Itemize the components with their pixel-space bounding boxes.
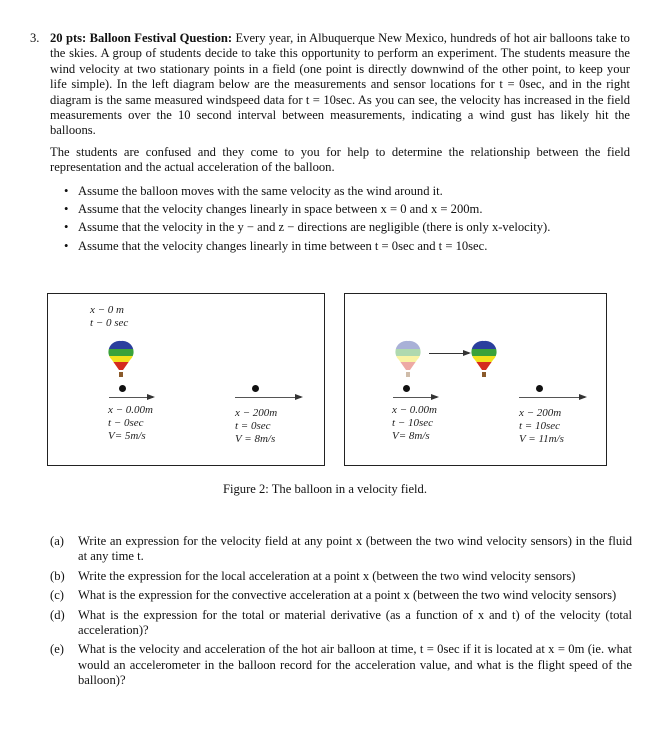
part-label: (e) [50,642,64,657]
sub-questions [50,534,632,693]
sensor-2-x: x − 200m [235,407,278,419]
part-label: (a) [50,534,64,548]
question-3 [30,31,630,257]
question-number: 3. [30,31,40,45]
sensor-2-x: x − 200m [519,407,562,419]
part-text: What is the velocity and acceleration of the hot air balloon at time, t = 0sec if it is located at x = 0m (ie. what would an accelerometer in the balloon record for the acceleration value, and what is the flight speed of the balloon)? [78,642,632,688]
part-c [50,588,632,603]
wind-arrow-2 [235,397,301,398]
assumption-item: • Assume that the velocity changes linearly in space between x = 0 and x = 200m. [78,202,630,217]
sensor-2-v: V = 8m/s [235,433,276,445]
second-paragraph: The students are confused and they come to you for help to determine the relationship between the field representation and the actual acceleration of the balloon. [50,144,630,175]
part-a [50,534,632,565]
balloon-t-label: t − 0 sec [90,317,129,329]
assumptions-list [78,184,630,255]
balloon-icon [108,340,134,380]
sensor-2-dot [536,385,543,392]
part-b [50,569,632,584]
sensor-1-v: V= 8m/s [392,430,430,442]
assumption-item: • Assume the balloon moves with the same velocity as the wind around it. [78,184,630,199]
figure-caption: Figure 2: The balloon in a velocity field. [222,482,428,496]
question-title: 20 pts: Balloon Festival Question: [50,31,233,45]
sensor-2-dot [252,385,259,392]
sensor-2-v: V = 11m/s [519,433,564,445]
sensor-1-v: V= 5m/s [108,430,146,442]
assumption-item: • Assume that the velocity in the y − and z − directions are negligible (there is only x-velocity). [78,220,630,235]
part-d [50,608,632,639]
sensor-1-x: x − 0.00m [108,404,153,416]
sensor-2-t: t = 10sec [519,420,561,432]
part-label: (d) [50,607,65,622]
motion-arrow [429,353,469,354]
wind-arrow-1 [393,397,437,398]
part-label: (b) [50,568,65,583]
part-text: Write an expression for the velocity field at any point x (between the two wind velocity sensors) in the fluid at any time t. [78,534,632,564]
sensor-2-t: t = 0sec [235,420,271,432]
sensor-1-dot [119,385,126,392]
part-text: What is the expression for the convective acceleration at a point x (between the two wind velocity sensors) [78,588,617,603]
faded-balloon-icon [395,340,421,380]
balloon-x-label: x − 0 m [90,304,124,316]
part-text: Write the expression for the local acceleration at a point x (between the two wind velocity sensors) [78,568,576,583]
sensor-1-x: x − 0.00m [392,404,437,416]
assumption-item: • Assume that the velocity changes linearly in time between t = 0sec and t = 10sec. [78,239,630,254]
sensor-1-dot [403,385,410,392]
intro-text: Every year, in Albuquerque New Mexico, hundreds of hot air balloons take to the skies. A group of students decide to take this opportunity to perform an experiment. The students measure the wind velocity at two stationary points in a field (one point is directly downwind of the other point, to keep your life simple). In the left diagram below are the measurements and sensor locations for t = 0sec, and in the right diagram is the same measured windspeed data for t = 10sec. As you can see, the velocity has increased in the field measurements over the 10 second interval between measurements, indicating a wind gust has likely hit the balloons. [50,31,630,138]
sensor-1-t: t − 10sec [392,417,434,429]
sensor-1-t: t − 0sec [108,417,144,429]
part-text: What is the expression for the total or material derivative (as a function of x and t) of the velocity (total acceleration)? [78,607,632,638]
wind-arrow-2 [519,397,585,398]
figure-left-panel [47,293,325,466]
part-label: (c) [50,588,64,603]
figure-right-panel [344,293,607,466]
wind-arrow-1 [109,397,153,398]
balloon-icon [471,340,497,380]
intro-paragraph [50,31,630,139]
part-e [50,642,632,688]
